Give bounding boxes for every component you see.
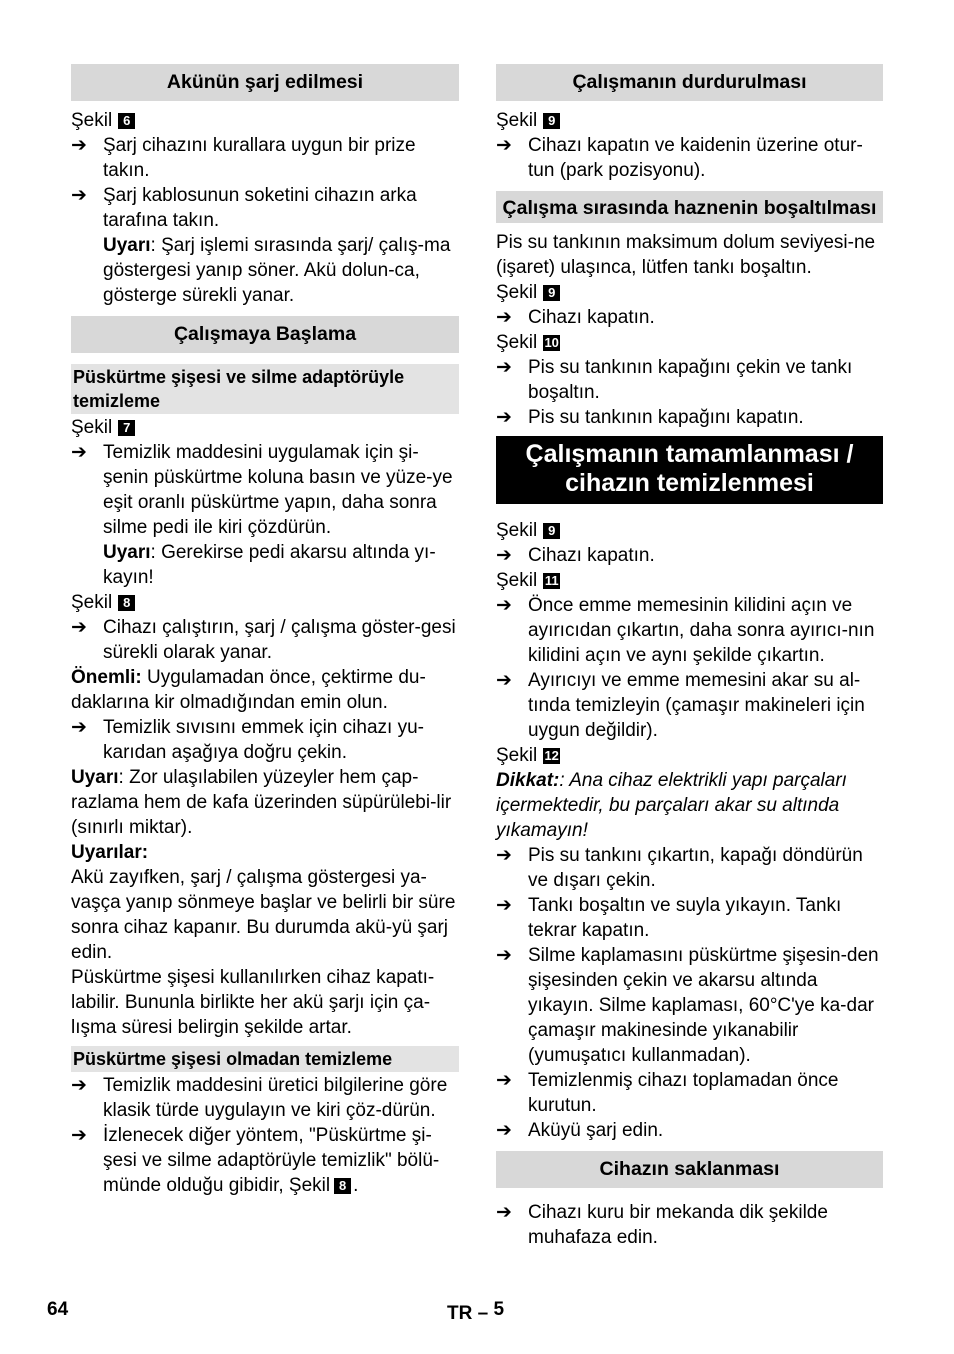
page-footer-label: TR – 5 <box>447 1299 505 1324</box>
step-item: ➔ Cihazı kuru bir mekanda dik şekilde muhafaza edin. <box>496 1202 828 1248</box>
section-heading-start-operation: Çalışmaya Başlama <box>71 316 459 353</box>
figure-ref-9: Şekil 9 <box>496 280 883 305</box>
page-number: 64 <box>47 1299 69 1320</box>
figure-number-badge: 6 <box>118 113 135 129</box>
figure-ref-11: Şekil 11 <box>496 570 559 591</box>
arrow-right-icon: ➔ <box>496 845 512 866</box>
step-item: ➔ Cihazı çalıştırın, şarj / çalışma göster-gesi sürekli olarak yanar. <box>71 617 456 663</box>
arrow-right-icon: ➔ <box>496 945 512 966</box>
step-item: ➔ Pis su tankının kapağını kapatın. <box>496 407 804 428</box>
warnings-label: Uyarılar: <box>71 842 149 863</box>
figure-number-badge: 8 <box>118 595 135 611</box>
arrow-right-icon: ➔ <box>496 407 512 428</box>
chapter-heading-finish-cleaning: Çalışmanın tamamlanması / cihazın temizlenmesi <box>496 436 883 504</box>
figure-number-badge: 11 <box>544 572 559 588</box>
step-item: ➔ Cihazı kapatın ve kaidenin üzerine otur-tun (park pozisyonu). <box>496 135 863 181</box>
section-heading-empty-tank: Çalışma sırasında haznenin boşaltılması <box>496 191 883 223</box>
important-note: Önemli: Uygulamadan önce, çektirme du-daklarına kir olmadığından emin olun. <box>71 667 426 713</box>
arrow-right-icon: ➔ <box>496 1202 512 1223</box>
arrow-right-icon: ➔ <box>496 895 512 916</box>
subsection-heading-spray-bottle: Püskürtme şişesi ve silme adaptörüyle temizleme <box>71 364 459 414</box>
step-item: ➔ Ayırıcıyı ve emme memesini akar su al-tında temizleyin (çamaşır makineleri için uygun değildir). <box>496 670 865 741</box>
section-heading-battery-charging: Akünün şarj edilmesi <box>71 64 459 101</box>
step-item: ➔ Temizlik sıvısını emmek için cihazı yu-karıdan aşağıya doğru çekin. <box>71 717 424 763</box>
step-item: ➔ Şarj kablosunun soketini cihazın arka tarafına takın. <box>71 185 417 231</box>
figure-ref-12: Şekil 12 <box>496 745 559 766</box>
caution-note: Dikkat:: Ana cihaz elektrikli yapı parçaları içermektedir, bu parçaları akar su altında yıkamayın! <box>496 770 847 841</box>
step-item: ➔ İzlenecek diğer yöntem, "Püskürtme şi-şesi ve silme adaptörüyle temizlik" bölü-münde olduğu gibidir, Şekil 8 . <box>71 1125 440 1196</box>
step-item: ➔ Temizlenmiş cihazı toplamadan önce kurutun. <box>496 1070 839 1116</box>
step-item: ➔ Cihazı kapatın. <box>496 307 655 328</box>
arrow-right-icon: ➔ <box>71 135 87 156</box>
paragraph: Akü zayıfken, şarj / çalışma göstergesi ya-vaşça yanıp sönmeye başlar ve belirli bir süre sonra cihaz kapanır. Bu durumda akü-yü şarj edin. <box>71 867 456 963</box>
arrow-right-icon: ➔ <box>71 1075 87 1096</box>
arrow-right-icon: ➔ <box>71 185 87 206</box>
arrow-right-icon: ➔ <box>71 442 87 463</box>
figure-number-badge: 8 <box>334 1178 351 1194</box>
warning-note: Uyarı: Zor ulaşılabilen yüzeyler hem çap-razlama hem de kafa üzerinden süpürülebi-lir (sınırlı miktar). <box>71 767 452 838</box>
note: Uyarı: Şarj işlemi sırasında şarj/ çalış-ma göstergesi yanıp söner. Akü dolun-ca, gösterge sürekli yanar. <box>103 235 451 306</box>
step-item: ➔ Pis su tankının kapağını çekin ve tankı boşaltın. <box>496 357 853 403</box>
subsection-heading-no-spray-bottle: Püskürtme şişesi olmadan temizleme <box>71 1046 459 1072</box>
arrow-right-icon: ➔ <box>496 1120 512 1141</box>
step-item: ➔ Aküyü şarj edin. <box>496 1120 664 1141</box>
paragraph: Pis su tankının maksimum dolum seviyesi-ne (işaret) ulaşınca, lütfen tankı boşaltın. <box>496 232 876 278</box>
step-item: ➔ Silme kaplamasını püskürtme şişesin-den şişesinden çekin ve akarsu altında yıkayın. Silme kaplaması, 60°C'ye ka-dar çamaşır makinesinde yıkanabilir (yumuşatıcı kullanmadan). <box>496 945 879 1066</box>
figure-number-badge: 9 <box>543 523 560 539</box>
figure-number-badge: 9 <box>543 113 560 129</box>
figure-ref-9: Şekil 9 <box>496 108 883 133</box>
step-item: ➔ Temizlik maddesini üretici bilgilerine göre klasik türde uygulayın ve kiri çöz-dürün. <box>71 1075 448 1121</box>
arrow-right-icon: ➔ <box>496 670 512 691</box>
figure-number-badge: 12 <box>544 747 559 763</box>
arrow-right-icon: ➔ <box>496 1070 512 1091</box>
figure-ref-8: Şekil 8 <box>71 590 459 615</box>
arrow-right-icon: ➔ <box>496 357 512 378</box>
arrow-right-icon: ➔ <box>71 617 87 638</box>
step-item: ➔ Tankı boşaltın ve suyla yıkayın. Tankı tekrar kapatın. <box>496 895 842 941</box>
arrow-right-icon: ➔ <box>71 1125 87 1146</box>
figure-ref-9: Şekil 9 <box>496 518 883 543</box>
arrow-right-icon: ➔ <box>71 717 87 738</box>
figure-number-badge: 10 <box>544 334 559 350</box>
step-item: ➔ Önce emme memesinin kilidini açın ve ayırıcıdan çıkartın, daha sonra ayırıcı-nın kilidini açın ve aynı şekilde çıkartın. <box>496 595 875 666</box>
arrow-right-icon: ➔ <box>496 307 512 328</box>
section-heading-storage: Cihazın saklanması <box>496 1151 883 1188</box>
arrow-right-icon: ➔ <box>496 595 512 616</box>
step-item: ➔ Cihazı kapatın. <box>496 545 655 566</box>
section-heading-stop-operation: Çalışmanın durdurulması <box>496 64 883 101</box>
left-column <box>71 64 459 1198</box>
step-item: ➔ Temizlik maddesini uygulamak için şi-şenin püskürtme koluna basın ve yüze-ye eşit oranlı püskürtme yapın, daha sonra silme pedi ile kiri çözdürün. <box>71 442 453 538</box>
figure-number-badge: 9 <box>543 285 560 301</box>
step-item: ➔ Pis su tankını çıkartın, kapağı döndürün ve dışarı çekin. <box>496 845 863 891</box>
step-item: ➔ Şarj cihazını kurallara uygun bir prize takın. <box>71 135 416 181</box>
paragraph: Püskürtme şişesi kullanılırken cihaz kapatı-labilir. Bununla birlikte her akü şarjı için ça-lışma süresi belirgin şekilde artar. <box>71 967 435 1038</box>
figure-ref-7: Şekil 7 <box>71 415 459 440</box>
figure-number-badge: 7 <box>118 420 135 436</box>
note: Uyarı: Gerekirse pedi akarsu altında yı-kayın! <box>103 542 436 588</box>
arrow-right-icon: ➔ <box>496 545 512 566</box>
figure-ref-10: Şekil 10 <box>496 332 559 353</box>
arrow-right-icon: ➔ <box>496 135 512 156</box>
right-column <box>496 64 883 1250</box>
figure-ref-6: Şekil 6 <box>71 108 459 133</box>
